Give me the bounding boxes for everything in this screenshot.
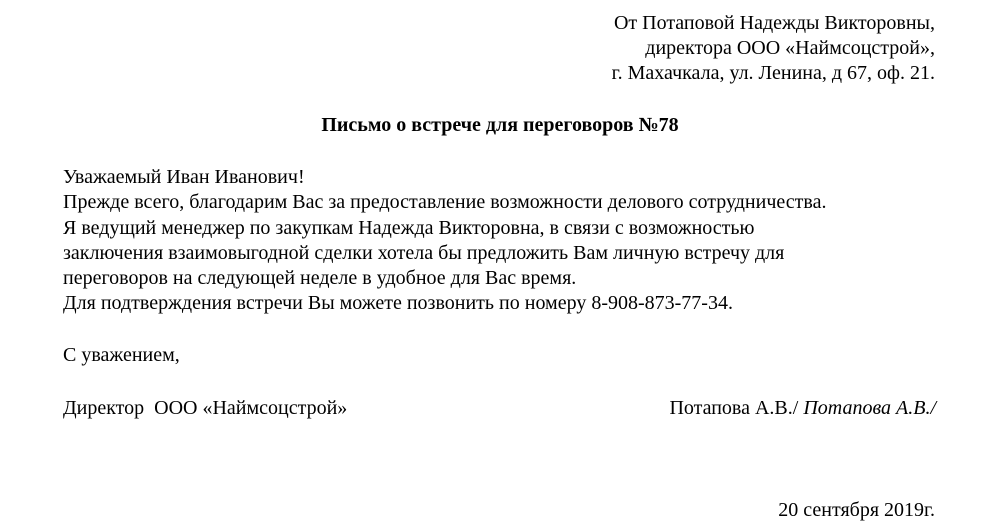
body-line: Для подтверждения встречи Вы можете позвонить по номеру 8-908-873-77-34. <box>63 292 733 315</box>
signatory-name: Потапова А.В./ <box>669 397 799 419</box>
handwritten-signature: Потапова А.В./ <box>798 397 936 419</box>
body-line: Я ведущий менеджер по закупкам Надежда Викторовна, в связи с возможностью <box>63 216 755 239</box>
sender-block <box>612 11 935 86</box>
letter-body <box>63 165 826 317</box>
letter-title: Письмо о встрече для переговоров №78 <box>321 114 679 136</box>
body-line: Прежде всего, благодарим Вас за предоставление возможности делового сотрудничества. <box>63 191 827 214</box>
closing-phrase: С уважением, <box>63 344 180 366</box>
sender-position: директора ООО «Наймсоцстрой», <box>645 37 935 59</box>
sender-name: От Потаповой Надежды Викторовны, <box>613 12 935 34</box>
letter-date: 20 сентября 2019г. <box>778 499 935 521</box>
signatory-position: Директор ООО «Наймсоцстрой» <box>63 397 348 419</box>
greeting: Уважаемый Иван Иванович! <box>63 166 305 188</box>
signature-block <box>669 396 936 421</box>
sender-address: г. Махачкала, ул. Ленина, д 67, оф. 21. <box>611 62 935 84</box>
body-line: переговоров на следующей неделе в удобное для Вас время. <box>63 267 577 290</box>
body-line: заключения взаимовыгодной сделки хотела бы предложить Вам личную встречу для <box>63 241 785 264</box>
